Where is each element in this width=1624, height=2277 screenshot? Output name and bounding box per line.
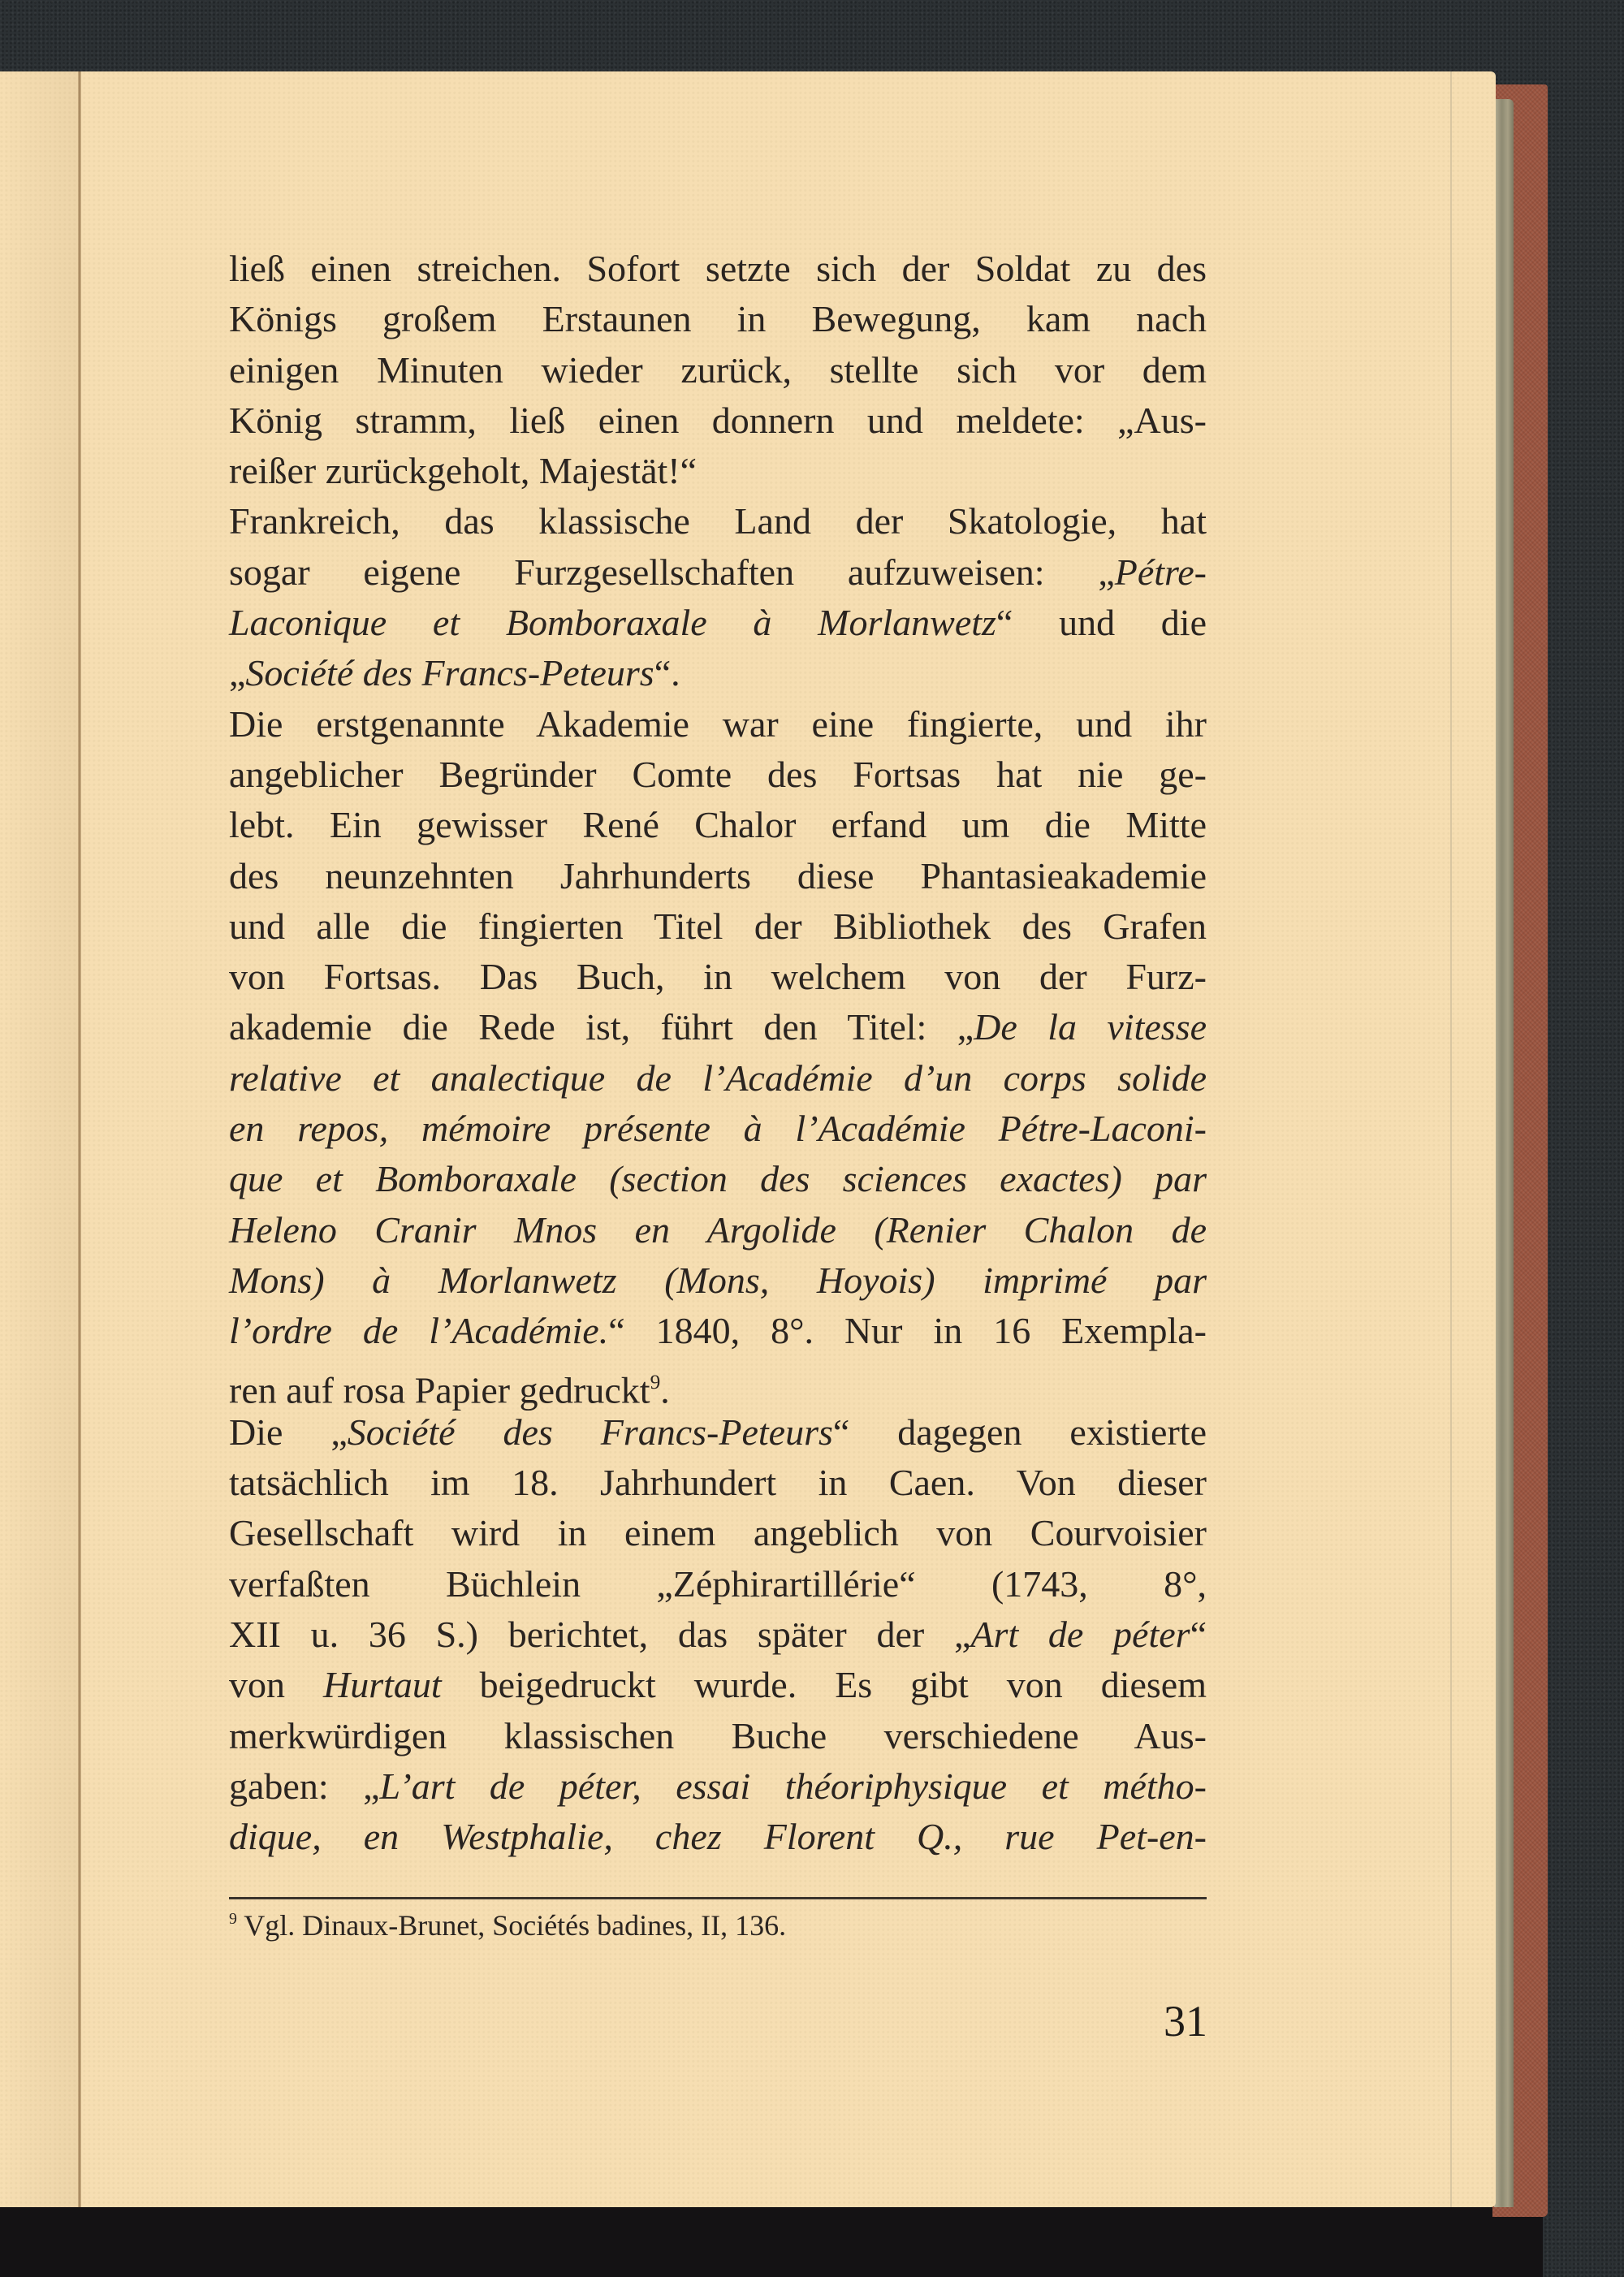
text-line	[229, 547, 1207, 598]
text-run: verfaßten Büchlein „Zéphirartillérie“ (1743, 8°,	[229, 1562, 1207, 1605]
text-line	[229, 1761, 1207, 1812]
text-run: „	[229, 652, 246, 694]
text-run: einigen Minuten wieder zurück, stellte sich vor dem	[229, 348, 1207, 391]
text-line	[229, 1357, 1207, 1411]
text-line	[229, 294, 1207, 344]
text-run: des neunzehnten Jahrhunderts diese Phantasieakademie	[229, 854, 1207, 897]
text-line	[229, 244, 1207, 294]
text-run: tatsächlich im 18. Jahrhundert in Caen. Von dieser	[229, 1462, 1207, 1504]
footnote	[229, 1908, 1207, 1942]
text-run: XII u. 36 S.) berichtet, das später der „	[229, 1614, 971, 1656]
footnote-reference: 9	[650, 1370, 661, 1393]
text-line	[229, 1205, 1207, 1255]
text-run: und alle die fingierten Titel der Bibliothek des Grafen	[229, 905, 1207, 947]
text-line	[229, 1812, 1207, 1862]
text-line	[229, 345, 1207, 395]
gutter-shading	[0, 71, 81, 2207]
text-line	[229, 1104, 1207, 1154]
italic-run: Société des Francs-Peteurs	[245, 652, 654, 694]
text-run: “.	[654, 652, 680, 694]
page-edge-line	[1450, 71, 1452, 2207]
text-run: ließ einen streichen. Sofort setzte sich der Soldat zu des	[229, 248, 1207, 289]
text-run: “ dagegen existierte	[832, 1411, 1207, 1453]
text-line	[229, 1508, 1207, 1558]
text-line	[229, 395, 1207, 446]
text-line	[229, 800, 1207, 850]
text-line	[229, 648, 1207, 698]
gutter-crease	[78, 71, 81, 2207]
italic-run: Société des Francs-Peteurs	[347, 1411, 833, 1453]
text-line	[229, 1609, 1207, 1660]
text-line	[229, 1559, 1207, 1609]
text-run: Die „	[229, 1411, 348, 1453]
text-line	[229, 1154, 1207, 1204]
footnote-text: Vgl. Dinaux-Brunet, Sociétés badines, II, 136.	[244, 1909, 787, 1942]
text-line	[229, 1407, 1207, 1458]
text-line	[229, 1053, 1207, 1104]
text-run: von	[229, 1664, 323, 1706]
text-run: Königs großem Erstaunen in Bewegung, kam nach	[229, 298, 1207, 340]
text-line	[229, 598, 1207, 648]
text-run: König stramm, ließ einen donnern und meldete: „Aus-	[229, 399, 1207, 441]
italic-run: dique, en Westphalie, chez Florent Q., rue Pet-en-	[229, 1816, 1207, 1858]
italic-run: De la vitesse	[974, 1006, 1207, 1048]
italic-run: Laconique et Bomboraxale à Morlanwetz	[229, 602, 996, 644]
text-line	[229, 750, 1207, 800]
italic-run: Pétre-	[1114, 551, 1207, 593]
footnote-marker: 9	[229, 1910, 237, 1929]
text-run: “ und die	[996, 602, 1207, 644]
text-run: reißer zurückgeholt, Majestät!“	[229, 450, 698, 492]
text-run: akademie die Rede ist, führt den Titel: „	[229, 1006, 974, 1048]
text-line	[229, 446, 1207, 496]
text-line	[229, 1660, 1207, 1710]
italic-run: en repos, mémoire présente à l’Académie Pétre-Laconi-	[229, 1108, 1207, 1150]
text-line	[229, 952, 1207, 1002]
shadow-below-book	[0, 2207, 1543, 2277]
italic-run: Art de péter	[970, 1614, 1190, 1656]
text-line	[229, 1458, 1207, 1508]
text-line	[229, 851, 1207, 901]
text-line	[229, 1255, 1207, 1306]
italic-run: l’ordre de l’Académie.	[229, 1310, 609, 1352]
italic-run: L’art de péter, essai théoriphysique et métho-	[379, 1765, 1207, 1807]
text-run: Frankreich, das klassische Land der Skatologie, hat	[229, 500, 1207, 542]
text-run: lebt. Ein gewisser René Chalor erfand um die Mitte	[229, 804, 1207, 846]
text-run: beigedruckt wurde. Es gibt von diesem	[441, 1664, 1207, 1706]
text-line	[229, 1711, 1207, 1761]
text-run: angeblicher Begründer Comte des Fortsas hat nie ge-	[229, 753, 1207, 795]
body-text	[229, 244, 1207, 1863]
text-line	[229, 699, 1207, 750]
text-run: merkwürdigen klassischen Buche verschiedene Aus-	[229, 1714, 1207, 1756]
text-run: Die erstgenannte Akademie war eine fingierte, und ihr	[229, 702, 1207, 745]
text-line	[229, 496, 1207, 547]
italic-run: Heleno Cranir Mnos en Argolide (Renier Chalon de	[229, 1208, 1207, 1251]
text-run: ren auf rosa Papier gedruckt	[229, 1369, 650, 1411]
page-fore-edge	[1494, 99, 1514, 2207]
text-run: von Fortsas. Das Buch, in welchem von der Furz-	[229, 956, 1207, 998]
text-run: sogar eigene Furzgesellschaften aufzuweisen: „	[229, 551, 1115, 593]
footnote-divider	[229, 1897, 1207, 1899]
text-line	[229, 901, 1207, 952]
page-number: 31	[1164, 1997, 1207, 2046]
text-run: gaben: „	[229, 1765, 380, 1807]
italic-run: Hurtaut	[322, 1664, 442, 1706]
text-run: .	[660, 1369, 670, 1411]
text-run: Gesellschaft wird in einem angeblich von Courvoisier	[229, 1512, 1207, 1554]
text-line	[229, 1306, 1207, 1356]
italic-run: relative et analectique de l’Académie d’un corps solide	[229, 1056, 1207, 1099]
text-line	[229, 1002, 1207, 1052]
italic-run: Mons) à Morlanwetz (Mons, Hoyois) imprimé par	[229, 1259, 1207, 1301]
text-run: “	[1190, 1614, 1207, 1656]
text-run: “ 1840, 8°. Nur in 16 Exempla-	[608, 1310, 1207, 1352]
italic-run: que et Bomboraxale (section des sciences exactes) par	[229, 1158, 1207, 1200]
